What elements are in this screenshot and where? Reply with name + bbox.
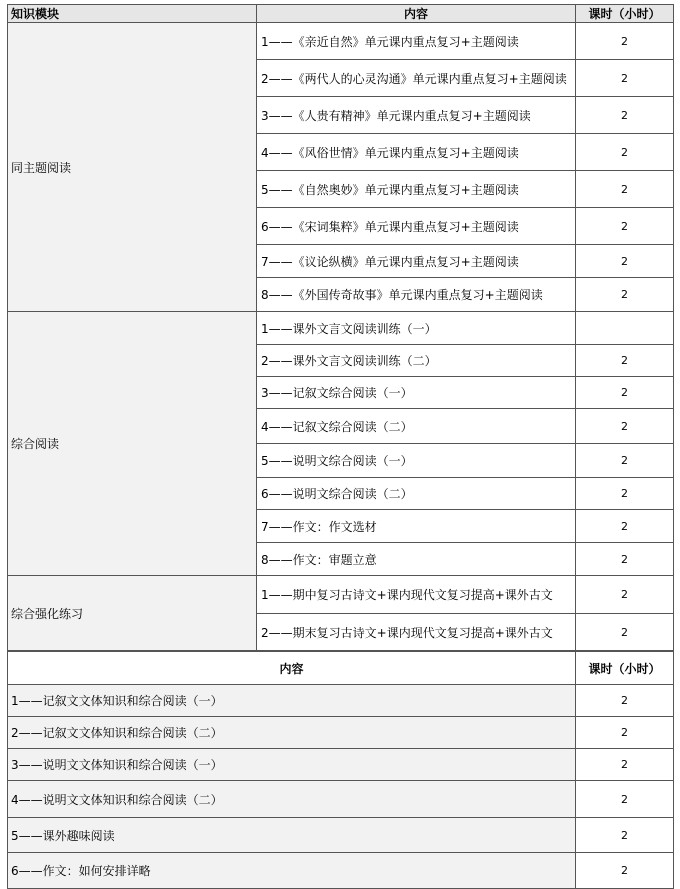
hours-cell: 2 — [576, 478, 674, 510]
content-cell: 2——记叙文文体知识和综合阅读（二） — [8, 717, 576, 749]
table-row — [8, 749, 674, 781]
table-row — [8, 818, 674, 853]
hours-cell: 2 — [576, 60, 674, 97]
content-cell: 6——作文：如何安排详略 — [8, 853, 576, 889]
content-cell: 8——作文：审题立意 — [257, 543, 576, 576]
content-cell: 2——期末复习古诗文+课内现代文复习提高+课外古文 — [257, 614, 576, 651]
table-row — [8, 312, 674, 345]
content-cell: 7——作文：作文选材 — [257, 510, 576, 543]
content-cell: 4——说明文文体知识和综合阅读（二） — [8, 781, 576, 818]
content-cell: 3——说明文文体知识和综合阅读（一） — [8, 749, 576, 781]
header-row — [8, 5, 674, 23]
table-row — [8, 576, 674, 614]
header-hours: 课时（小时） — [576, 5, 674, 23]
hours-cell: 2 — [576, 685, 674, 717]
content-cell: 4——记叙文综合阅读（二） — [257, 409, 576, 444]
hours-cell: 2 — [576, 97, 674, 134]
hours-cell: 2 — [576, 208, 674, 245]
hours-cell: 2 — [576, 23, 674, 60]
hours-cell: 2 — [576, 510, 674, 543]
hours-cell: 2 — [576, 171, 674, 208]
module-cell: 综合阅读 — [8, 312, 257, 576]
table-row — [8, 781, 674, 818]
hours-cell: 2 — [576, 278, 674, 312]
hours-cell: 2 — [576, 614, 674, 651]
header-hours: 课时（小时） — [576, 652, 674, 685]
hours-cell: 2 — [576, 576, 674, 614]
content-cell: 6——《宋词集粹》单元课内重点复习+主题阅读 — [257, 208, 576, 245]
hours-cell: 2 — [576, 444, 674, 478]
content-cell: 2——《两代人的心灵沟通》单元课内重点复习+主题阅读 — [257, 60, 576, 97]
page — [7, 4, 673, 889]
content-cell: 5——《自然奥妙》单元课内重点复习+主题阅读 — [257, 171, 576, 208]
content-cell: 1——期中复习古诗文+课内现代文复习提高+课外古文 — [257, 576, 576, 614]
content-cell: 6——说明文综合阅读（二） — [257, 478, 576, 510]
header-content: 内容 — [257, 5, 576, 23]
hours-cell: 2 — [576, 781, 674, 818]
content-cell: 1——《亲近自然》单元课内重点复习+主题阅读 — [257, 23, 576, 60]
hours-cell: 2 — [576, 543, 674, 576]
content-cell: 3——记叙文综合阅读（一） — [257, 377, 576, 409]
hours-cell — [576, 312, 674, 345]
content-cell: 5——说明文综合阅读（一） — [257, 444, 576, 478]
module-cell: 综合强化练习 — [8, 576, 257, 651]
hours-cell: 2 — [576, 818, 674, 853]
content-cell: 7——《议论纵横》单元课内重点复习+主题阅读 — [257, 245, 576, 278]
table-row — [8, 23, 674, 60]
table-row — [8, 853, 674, 889]
table-row — [8, 685, 674, 717]
hours-cell: 2 — [576, 134, 674, 171]
header-content: 内容 — [8, 652, 576, 685]
content-cell: 5——课外趣味阅读 — [8, 818, 576, 853]
hours-cell: 2 — [576, 409, 674, 444]
extra-curriculum-table — [7, 651, 674, 889]
module-cell: 同主题阅读 — [8, 23, 257, 312]
table-row — [8, 717, 674, 749]
hours-cell: 2 — [576, 749, 674, 781]
header-row — [8, 652, 674, 685]
hours-cell: 2 — [576, 717, 674, 749]
curriculum-table — [7, 4, 674, 651]
content-cell: 1——课外文言文阅读训练（一） — [257, 312, 576, 345]
hours-cell: 2 — [576, 377, 674, 409]
content-cell: 8——《外国传奇故事》单元课内重点复习+主题阅读 — [257, 278, 576, 312]
hours-cell: 2 — [576, 853, 674, 889]
hours-cell: 2 — [576, 245, 674, 278]
content-cell: 2——课外文言文阅读训练（二） — [257, 345, 576, 377]
content-cell: 4——《风俗世情》单元课内重点复习+主题阅读 — [257, 134, 576, 171]
content-cell: 1——记叙文文体知识和综合阅读（一） — [8, 685, 576, 717]
content-cell: 3——《人贵有精神》单元课内重点复习+主题阅读 — [257, 97, 576, 134]
header-module: 知识模块 — [8, 5, 257, 23]
hours-cell: 2 — [576, 345, 674, 377]
